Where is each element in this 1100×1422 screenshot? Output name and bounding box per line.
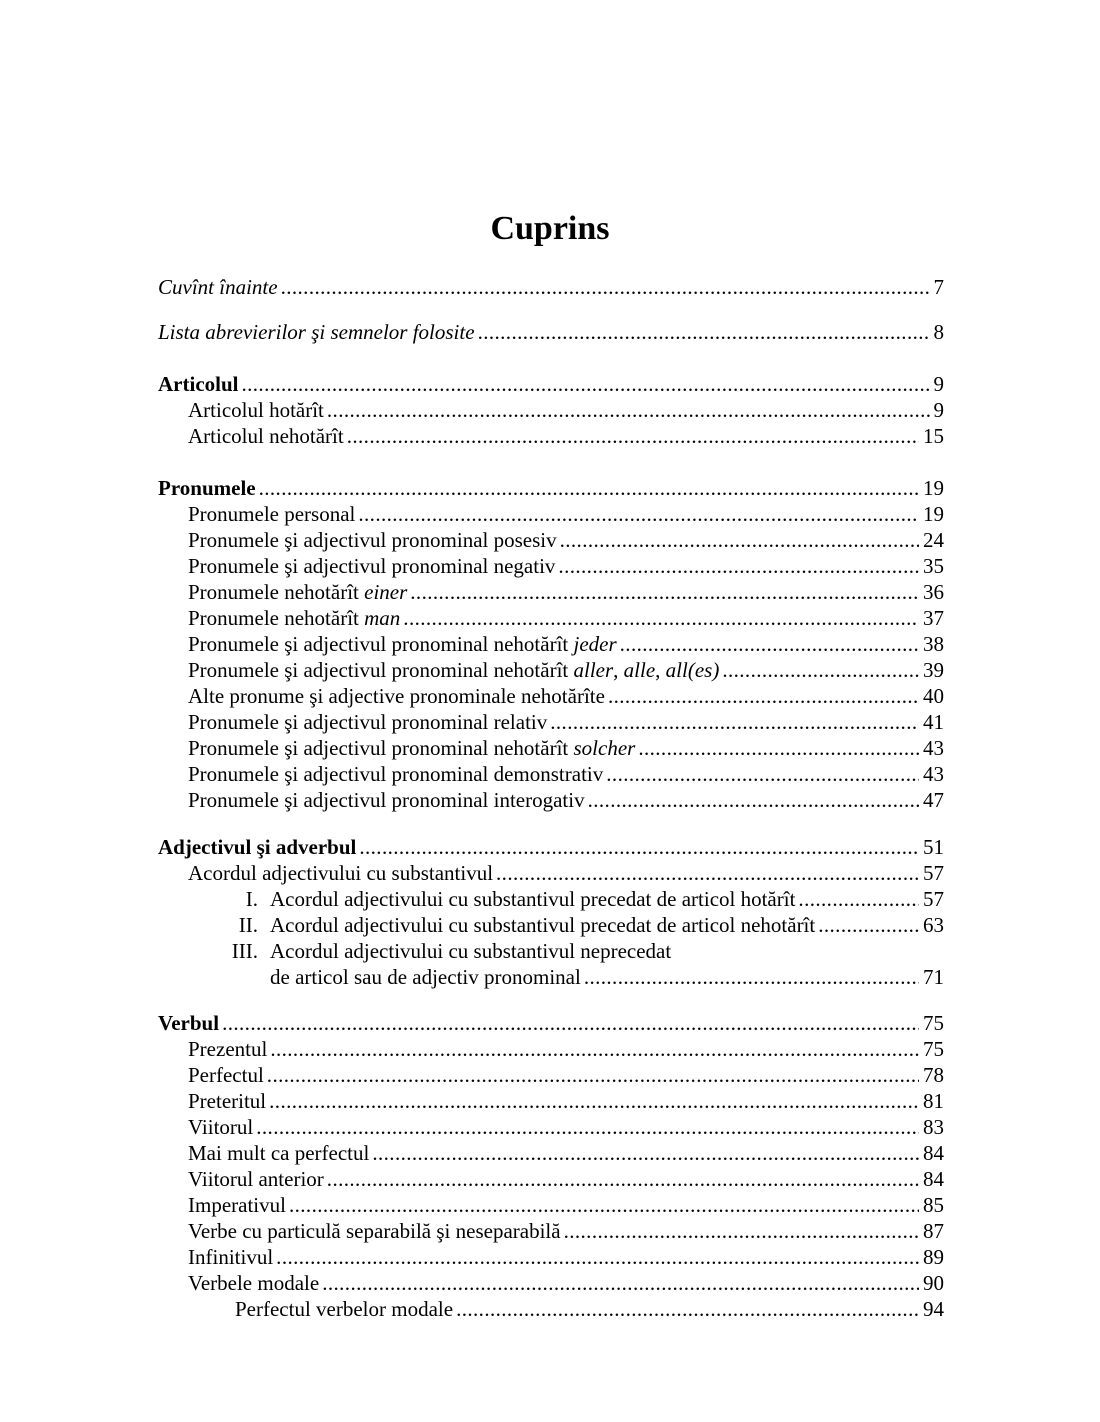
toc-page-number: 57 (923, 861, 944, 885)
dot-leader (638, 735, 919, 761)
dot-leader (584, 964, 919, 990)
toc-entry-text: Pronumele şi adjectivul pronominal nehotărît (188, 736, 574, 760)
toc-entry[interactable] (158, 1036, 944, 1062)
toc-page-number: 37 (923, 606, 944, 630)
toc-page-number: 35 (923, 554, 944, 578)
page-title: Cuprins (490, 210, 610, 247)
toc-section-articolul[interactable] (158, 371, 944, 397)
toc-entry-lista-abrevierilor[interactable] (158, 319, 944, 345)
toc-entry[interactable] (158, 579, 944, 605)
toc-entry-label: Viitorul anterior (188, 1167, 324, 1191)
dot-leader (276, 1244, 919, 1270)
toc-section-adjectivul[interactable] (158, 834, 944, 860)
toc-entry-label: Alte pronume şi adjective pronominale nehotărîte (188, 684, 605, 708)
dot-leader (241, 371, 929, 397)
toc-entry-term: einer (364, 580, 408, 604)
toc-entry-label: Articolul hotărît (188, 398, 324, 422)
toc-entry-label: Articolul nehotărît (188, 424, 344, 448)
toc-entry-label (188, 631, 617, 657)
toc-entry-term: aller (573, 658, 614, 682)
toc-entry-numbered-continuation[interactable] (158, 964, 944, 990)
toc-entry-cuvant-inainte[interactable] (158, 274, 944, 300)
dot-leader (403, 605, 919, 631)
toc-page-number: 9 (933, 398, 944, 422)
toc-entry[interactable] (158, 397, 944, 423)
toc-page-number: 39 (923, 658, 944, 682)
toc-page-number: 43 (923, 762, 944, 786)
toc-entry[interactable] (158, 1244, 944, 1270)
toc-entry-label (188, 735, 635, 761)
dot-leader (496, 860, 919, 886)
toc-entry-label: Lista abrevierilor şi semnelor folosite (158, 320, 475, 344)
toc-entry-label: Viitorul (188, 1115, 254, 1139)
toc-page-number: 38 (923, 632, 944, 656)
toc-entry-term: man (364, 606, 401, 630)
toc-page-number: 94 (923, 1297, 944, 1321)
toc-page-number: 81 (923, 1089, 944, 1113)
toc-page-number: 24 (923, 528, 944, 552)
toc-page-number: 7 (933, 275, 944, 299)
toc-entry[interactable] (158, 709, 944, 735)
toc-entry[interactable] (158, 1296, 944, 1322)
dot-leader (256, 1114, 919, 1140)
toc-entry[interactable] (158, 1270, 944, 1296)
dot-leader (798, 886, 919, 912)
toc-entry[interactable] (158, 761, 944, 787)
toc-entry-text: Pronumele şi adjectivul pronominal nehotărît (188, 632, 574, 656)
toc-entry-label: Pronumele personal (188, 502, 356, 526)
toc-entry-term: alle (623, 658, 656, 682)
toc-page-number: 84 (923, 1141, 944, 1165)
toc-entry-label: Pronumele şi adjectivul pronominal interogativ (188, 788, 585, 812)
toc-page-number: 36 (923, 580, 944, 604)
toc-page-number: 19 (923, 476, 944, 500)
toc-entry-numbered[interactable] (158, 886, 944, 912)
toc-entry-text: Pronumele şi adjectivul pronominal nehotărît (188, 658, 574, 682)
toc-entry[interactable] (158, 1140, 944, 1166)
toc-entry-label: Pronumele şi adjectivul pronominal negativ (188, 554, 556, 578)
toc-page-number: 83 (923, 1115, 944, 1139)
toc-section-label: Pronumele (158, 476, 256, 500)
toc-entry[interactable] (158, 423, 944, 449)
toc-entry-numbered[interactable] (158, 912, 944, 938)
dot-leader (560, 527, 919, 553)
dot-leader (608, 683, 919, 709)
toc-entry-text: Pronumele nehotărît (188, 606, 365, 630)
dot-leader (289, 1192, 919, 1218)
toc-entry-label: Imperativul (188, 1193, 286, 1217)
toc-section-pronumele[interactable] (158, 475, 944, 501)
toc-page-number: 19 (923, 502, 944, 526)
toc-section-label: Articolul (158, 372, 239, 396)
roman-numeral: II. (238, 913, 258, 937)
dot-leader (606, 761, 919, 787)
dot-leader (456, 1296, 919, 1322)
toc-entry-label: Perfectul (188, 1063, 264, 1087)
toc-entry-numbered-first-line[interactable] (158, 938, 944, 964)
toc-entry[interactable] (158, 735, 944, 761)
toc-entry[interactable] (158, 683, 944, 709)
toc-page-number: 71 (923, 965, 944, 989)
toc-entry-term: jeder (573, 632, 617, 656)
toc-entry-text: Acordul adjectivului cu substantivul precedat de articol nehotărît (270, 913, 816, 937)
dot-leader (347, 423, 919, 449)
toc-entry-separator: , (655, 658, 666, 682)
toc-page-number: 75 (923, 1011, 944, 1035)
toc-entry-label (158, 912, 815, 938)
toc-page-number: 15 (923, 424, 944, 448)
dot-leader (558, 553, 919, 579)
toc-entry-label: Infinitivul (188, 1245, 274, 1269)
dot-leader (267, 1062, 919, 1088)
toc-entry-label: Mai mult ca perfectul (188, 1141, 370, 1165)
toc-entry[interactable] (158, 501, 944, 527)
toc-page-number: 78 (923, 1063, 944, 1087)
toc-entry-label: Preteritul (188, 1089, 267, 1113)
toc-page-number: 43 (923, 736, 944, 760)
toc-entry[interactable] (158, 657, 944, 683)
toc-page-number: 89 (923, 1245, 944, 1269)
dot-leader (327, 1166, 919, 1192)
toc-entry-label: Pronumele şi adjectivul pronominal posesiv (188, 528, 557, 552)
toc-page-number: 84 (923, 1167, 944, 1191)
dot-leader (327, 397, 930, 423)
toc-page-number: 9 (933, 372, 944, 396)
toc-entry[interactable] (158, 605, 944, 631)
dot-leader (270, 1036, 919, 1062)
toc-entry[interactable] (158, 787, 944, 813)
dot-leader (372, 1140, 919, 1166)
toc-entry-term: solcher (573, 736, 636, 760)
toc-entry[interactable] (158, 860, 944, 886)
toc-entry-label: Verbe cu particulă separabilă şi neseparabilă (188, 1219, 561, 1243)
toc-entry-label: Pronumele şi adjectivul pronominal demonstrativ (188, 762, 604, 786)
toc-page-number: 87 (923, 1219, 944, 1243)
toc-entry-label: Acordul adjectivului cu substantivul (188, 861, 494, 885)
dot-leader (818, 912, 919, 938)
toc-section-label: Verbul (158, 1011, 220, 1035)
roman-numeral: I. (245, 887, 258, 911)
toc-entry-label (158, 886, 795, 912)
dot-leader (222, 1010, 919, 1036)
roman-numeral: III. (231, 939, 258, 963)
toc-entry-label (188, 605, 400, 631)
toc-entry[interactable] (158, 631, 944, 657)
toc-page-number: 90 (923, 1271, 944, 1295)
toc-entry-separator: , (613, 658, 624, 682)
toc-page-number: 63 (923, 913, 944, 937)
dot-leader (478, 319, 930, 345)
dot-leader (722, 657, 919, 683)
toc-entry[interactable] (158, 1218, 944, 1244)
dot-leader (322, 1270, 919, 1296)
dot-leader (564, 1218, 919, 1244)
toc-entry-label (188, 579, 407, 605)
dot-leader (588, 787, 919, 813)
toc-entry-text: Pronumele nehotărît (188, 580, 365, 604)
dot-leader (259, 475, 919, 501)
toc-entry-label: Cuvînt înainte (158, 275, 278, 299)
toc-entry-label (188, 657, 719, 683)
toc-page-number: 8 (933, 320, 944, 344)
dot-leader (281, 274, 930, 300)
toc-entry[interactable] (158, 1192, 944, 1218)
toc-page-number: 85 (923, 1193, 944, 1217)
toc-page-number: 75 (923, 1037, 944, 1061)
toc-entry[interactable] (158, 553, 944, 579)
toc-page-number: 40 (923, 684, 944, 708)
toc-entry[interactable] (158, 1062, 944, 1088)
toc-entry[interactable] (158, 527, 944, 553)
dot-leader (620, 631, 919, 657)
dot-leader (269, 1088, 919, 1114)
toc-entry-label: Perfectul verbelor modale (235, 1297, 454, 1321)
toc-page-number: 41 (923, 710, 944, 734)
toc-entry[interactable] (158, 1114, 944, 1140)
toc-entry[interactable] (158, 1088, 944, 1114)
toc-entry[interactable] (158, 1166, 944, 1192)
dot-leader (550, 709, 919, 735)
toc-entry-label: Prezentul (188, 1037, 268, 1061)
toc-entry-text: Acordul adjectivului cu substantivul neprecedat (270, 939, 672, 963)
toc-page-number: 47 (923, 788, 944, 812)
toc-entry-label: de articol sau de adjectiv pronominal (270, 965, 581, 989)
toc-page-number: 57 (923, 887, 944, 911)
dot-leader (410, 579, 919, 605)
toc-page-number: 51 (923, 835, 944, 859)
toc-entry-label: Pronumele şi adjectivul pronominal relativ (188, 710, 548, 734)
dot-leader (359, 834, 919, 860)
toc-section-label: Adjectivul şi adverbul (158, 835, 357, 859)
toc-entry-text: Acordul adjectivului cu substantivul precedat de articol hotărît (270, 887, 796, 911)
dot-leader (358, 501, 919, 527)
toc-section-verbul[interactable] (158, 1010, 944, 1036)
toc-entry-label: Verbele modale (188, 1271, 320, 1295)
toc-entry-term: all(es) (665, 658, 720, 682)
